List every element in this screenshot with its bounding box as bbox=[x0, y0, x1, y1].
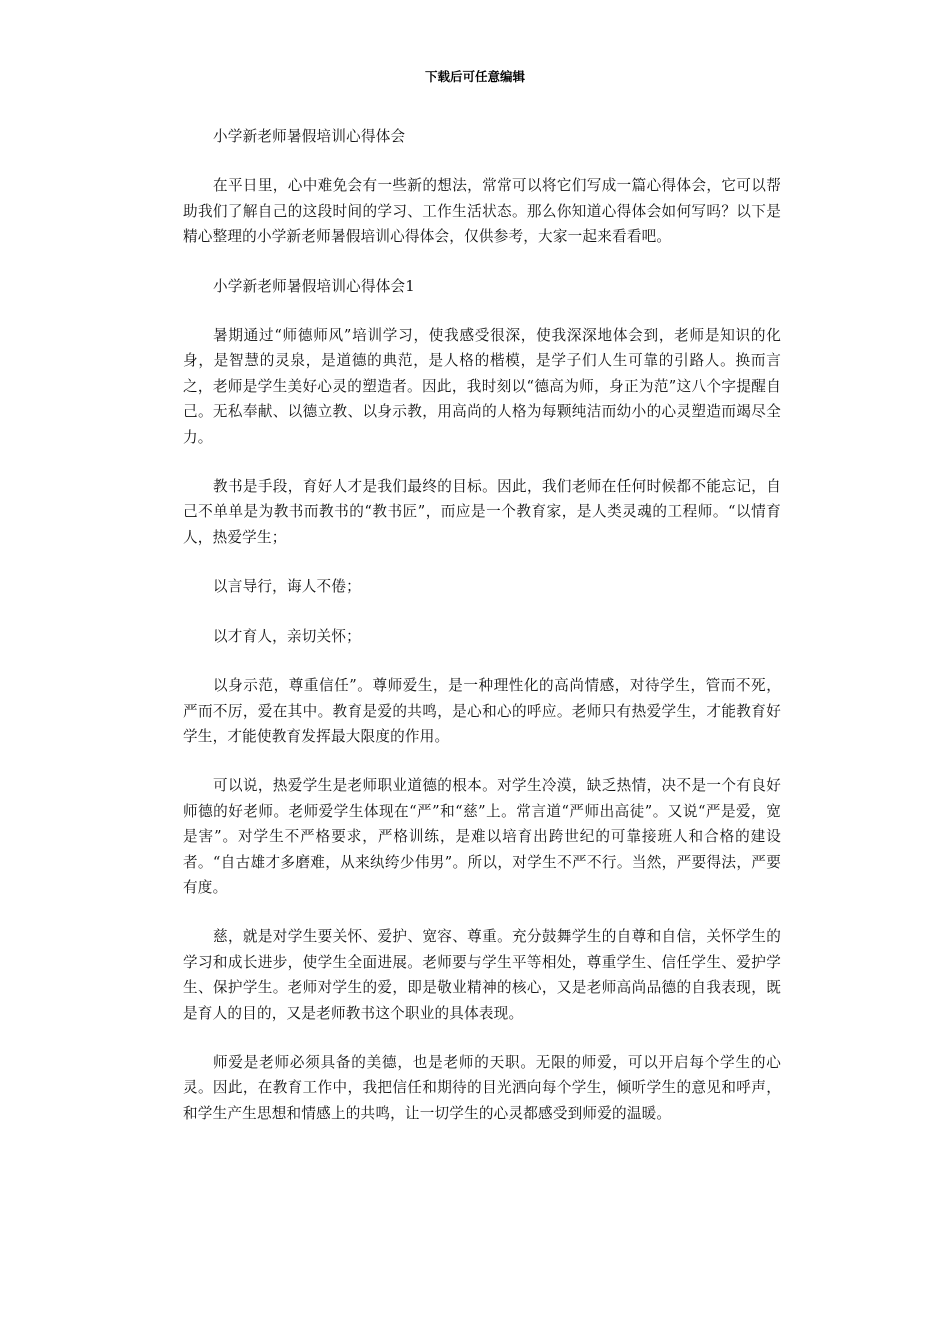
body-paragraph: 慈，就是对学生要关怀、爱护、宽容、尊重。充分鼓舞学生的自尊和自信，关怀学生的学习和成长进步，使学生全面进展。老师要与学生平等相处，尊重学生、信任学生、爱护学生、保护学生。老师对学生的爱，即是敬业精神的核心，又是老师高尚品德的自我表现，既是育人的目的，又是老师教书这个职业的具体表现。 bbox=[183, 928, 781, 1022]
body-paragraph: 以言导行，诲人不倦； bbox=[213, 578, 361, 596]
section-title: 小学新老师暑假培训心得体会1 bbox=[213, 277, 415, 295]
body-paragraph: 以才育人，亲切关怀； bbox=[213, 627, 361, 645]
body-paragraph: 暑期通过“师德师风”培训学习，使我感受很深，使我深深地体会到，老师是知识的化身，是智慧的灵泉，是道德的典范，是人格的楷模，是学子们人生可靠的引路人。换而言之，老师是学生美好心灵的塑造者。因此，我时刻以“德高为师，身正为范”这八个字提醒自己。无私奉献、以德立教、以身示教，用高尚的人格为每颗纯洁而幼小的心灵塑造而竭尽全力。 bbox=[183, 327, 781, 446]
body-paragraph: 教书是手段，育好人才是我们最终的目标。因此，我们老师在任何时候都不能忘记，自己不单单是为教书而教书的“教书匠”，而应是一个教育家，是人类灵魂的工程师。“以情育人，热爱学生； bbox=[183, 478, 781, 546]
intro-paragraph: 在平日里，心中难免会有一些新的想法，常常可以将它们写成一篇心得体会，它可以帮助我们了解自己的这段时间的学习、工作生活状态。那么你知道心得体会如何写吗？以下是精心整理的小学新老师暑假培训心得体会，仅供参考，大家一起来看看吧。 bbox=[183, 177, 781, 246]
document-body bbox=[183, 124, 781, 1150]
body-paragraph: 师爱是老师必须具备的美德，也是老师的天职。无限的师爱，可以开启每个学生的心灵。因此，在教育工作中，我把信任和期待的目光洒向每个学生，倾听学生的意见和呼声，和学生产生思想和情感上的共鸣，让一切学生的心灵都感受到师爱的温暖。 bbox=[183, 1053, 781, 1122]
document-title: 小学新老师暑假培训心得体会 bbox=[213, 128, 406, 145]
body-paragraph: 可以说，热爱学生是老师职业道德的根本。对学生冷漠，缺乏热情，决不是一个有良好师德的好老师。老师爱学生体现在“严”和“慈”上。常言道“严师出高徒”。又说“严是爱，宽是害”。对学生不严格要求，严格训练，是难以培育出跨世纪的可靠接班人和合格的建设者。“自古雄才多磨难，从来纨绔少伟男”。所以，对学生不严不行。当然，严要得法，严要有度。 bbox=[183, 777, 781, 896]
body-paragraph: 以身示范，尊重信任”。尊师爱生，是一种理性化的高尚情感，对待学生，管而不死，严而不厉，爱在其中。教育是爱的共鸣，是心和心的呼应。老师只有热爱学生，才能教育好学生，才能使教育发挥最大限度的作用。 bbox=[183, 677, 781, 745]
page-header-note: 下载后可任意编辑 bbox=[424, 69, 525, 84]
